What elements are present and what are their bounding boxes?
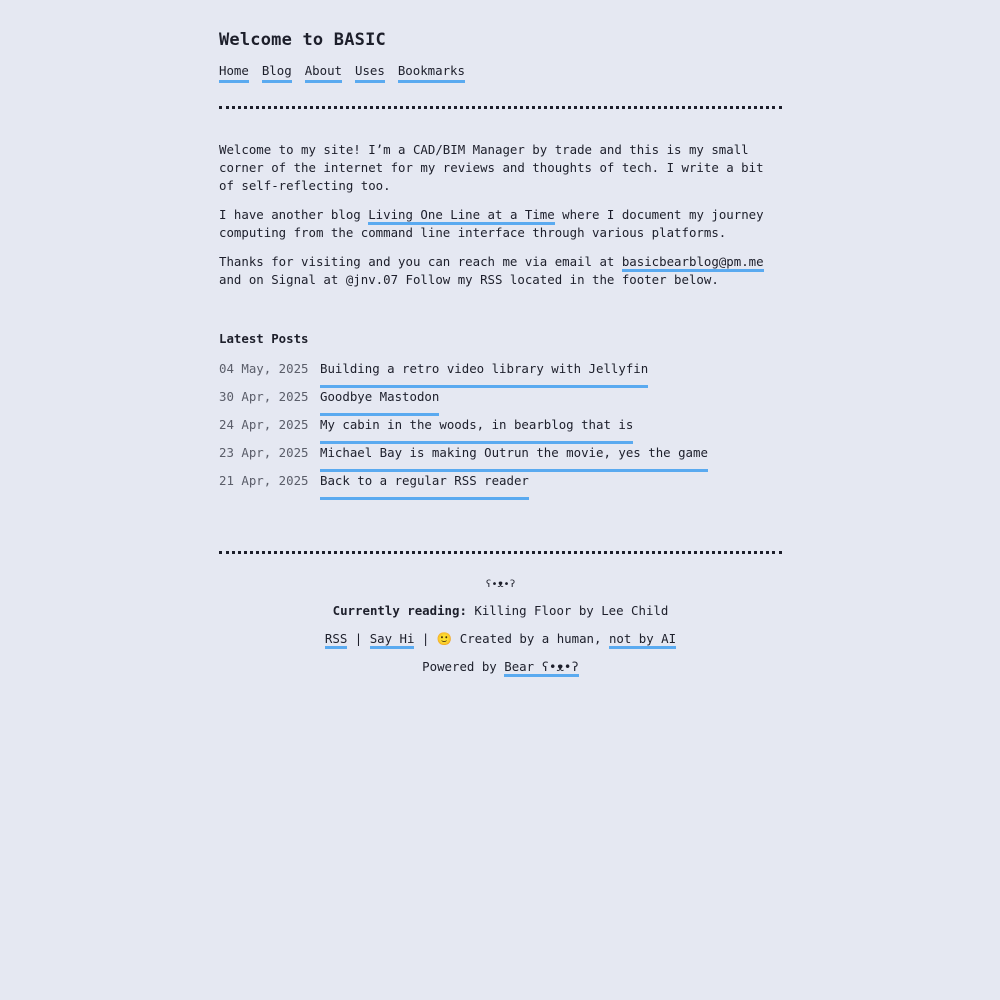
site-footer [219,574,782,686]
intro-text-1: Welcome to my site! I’m a CAD/BIM Manager by trade and this is my small corner of the internet for my reviews and thoughts of tech. I write a bit of self-reflecting too. [219,142,764,193]
intro-paragraph-2 [219,206,782,242]
currently-reading [219,602,782,630]
intro-paragraph-1 [219,141,782,195]
powered-by [219,658,782,686]
header-divider [219,106,782,109]
intro-text-3b: and on Signal at @jnv.07 Follow my RSS located in the footer below. [219,272,719,287]
post-date: 21 Apr, 2025 [219,473,309,488]
footer-bear-line [219,574,782,602]
main-nav [219,62,465,83]
currently-reading-label: Currently reading: [332,603,467,618]
nav-about-link[interactable]: About [305,62,342,83]
bear-link[interactable]: Bear ʕ•ᴥ•ʔ [504,659,579,677]
nav-bookmarks-link[interactable]: Bookmarks [398,62,465,83]
rss-link[interactable]: RSS [325,631,347,649]
nav-home-link[interactable]: Home [219,62,249,83]
post-date: 24 Apr, 2025 [219,417,309,432]
intro-text-2a: I have another blog [219,207,369,222]
separator: | [347,631,370,646]
post-item [219,444,708,472]
post-date: 04 May, 2025 [219,361,309,376]
email-link[interactable]: basicbearblog@pm.me [622,254,764,272]
post-item [219,360,708,388]
currently-reading-value: Killing Floor by Lee Child [466,603,669,618]
other-blog-link[interactable]: Living One Line at a Time [368,207,555,225]
post-list [219,360,708,500]
post-title-link[interactable]: Building a retro video library with Jellyfin [320,360,648,388]
intro-paragraph-3 [219,253,782,289]
nav-uses-link[interactable]: Uses [355,62,385,83]
intro-section [219,141,782,300]
intro-text-3a: Thanks for visiting and you can reach me via email at [219,254,622,269]
post-title-link[interactable]: Goodbye Mastodon [320,388,439,416]
human-text: 🙂 Created by a human, [436,631,609,646]
not-by-ai-link[interactable]: not by AI [609,631,676,649]
nav-blog-link[interactable]: Blog [262,62,292,83]
post-title-link[interactable]: My cabin in the woods, in bearblog that is [320,416,633,444]
post-date: 30 Apr, 2025 [219,389,309,404]
bear-icon: ʕ•ᴥ•ʔ [485,579,516,590]
powered-by-text: Powered by [422,659,505,674]
separator: | [414,631,437,646]
post-title-link[interactable]: Michael Bay is making Outrun the movie, yes the game [320,444,708,472]
intro-text-2b: where I document my journey computing from the command line interface through various platforms. [219,207,764,240]
footer-links [219,630,782,658]
post-item [219,388,708,416]
say-hi-link[interactable]: Say Hi [370,631,415,649]
post-date: 23 Apr, 2025 [219,445,309,460]
latest-posts-heading: Latest Posts [219,331,309,346]
post-item [219,416,708,444]
post-item [219,472,708,500]
post-title-link[interactable]: Back to a regular RSS reader [320,472,529,500]
site-title: Welcome to BASIC [219,30,386,50]
footer-divider [219,551,782,554]
